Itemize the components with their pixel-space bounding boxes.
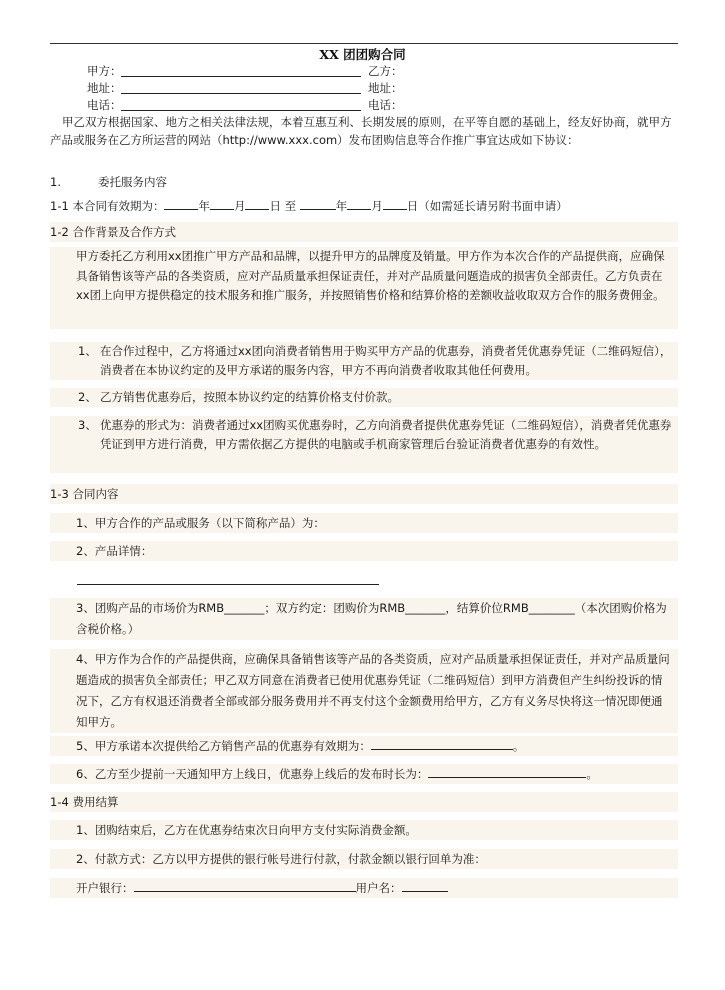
bank-label: 开户银行：	[76, 881, 134, 895]
bank-field[interactable]	[134, 879, 356, 892]
section-1-number: 1.	[50, 175, 61, 189]
party-a-row	[0, 63, 725, 79]
party-a-label: 甲方：	[87, 64, 122, 78]
intro-paragraph: 甲乙双方根据国家、地方之相关法律法规，本着互惠互利、长期发展的原则，在平等自愿的基础上，经友好协商，就甲方产品或服务在乙方所运营的网站（http://www.xxx.com）发布团购信息等合作推广事宜达成如下协议：	[50, 115, 672, 147]
list-item	[50, 416, 678, 473]
account-name-label: 用户名：	[355, 881, 402, 895]
item-number: 3、	[78, 418, 97, 432]
coupon-validity-field[interactable]	[371, 737, 513, 750]
item-number: 2、	[78, 390, 97, 404]
product-details-field[interactable]	[77, 584, 379, 585]
day-to-label: 日 至	[269, 199, 297, 213]
contract-item-3: 3、团购产品的市场价为RMB_______；双方约定：团购价为RMB_______，结算价位RMB________（本次团购价格为含税价格。）	[50, 598, 678, 640]
end-month-field[interactable]	[347, 197, 371, 210]
start-day-field[interactable]	[245, 197, 269, 210]
party-a-field[interactable]	[121, 76, 361, 77]
contract-item-1: 1、甲方合作的产品或服务（以下简称产品）为：	[50, 513, 678, 533]
month-label-2: 月	[371, 199, 383, 213]
start-month-field[interactable]	[210, 197, 234, 210]
party-b-label: 乙方：	[368, 64, 403, 78]
address-b-label: 地址：	[368, 81, 403, 95]
section-1-title: 委托服务内容	[98, 175, 167, 189]
contract-item-6	[50, 764, 678, 784]
item-text: 乙方销售优惠券后，按照本协议约定的结算价格支付价款。	[100, 390, 399, 404]
section-1-4-heading: 1-4 费用结算	[50, 792, 678, 812]
cooperation-background: 甲方委托乙方利用xx团推广甲方产品和品牌，以提升甲方的品牌度及销量。甲方作为本次合作的产品提供商，应确保具备销售该等产品的各类资质，应对产品质量承担保证责任，并对产品质量问题造成的损害负全部责任。乙方负责在xx团上向甲方提供稳定的技术服务和推广服务，并按照销售价格和结算价格的差额收益收取双方合作的服务费佣金。	[50, 247, 678, 329]
address-a-label: 地址：	[87, 81, 122, 95]
publish-duration-field[interactable]	[428, 765, 586, 778]
list-item	[50, 388, 678, 407]
coupon-validity-label: 5、甲方承诺本次提供给乙方销售产品的优惠券有效期为：	[76, 739, 371, 753]
section-1-2-heading: 1-2 合作背景及合作方式	[50, 222, 678, 242]
year-label-2: 年	[335, 199, 348, 213]
settlement-item-2: 2、付款方式：乙方以甲方提供的银行帐号进行付款，付款金额以银行回单为准：	[50, 849, 678, 869]
phone-b-label: 电话：	[368, 98, 403, 112]
item-text: 在合作过程中，乙方将通过xx团向消费者销售用于购买甲方产品的优惠券，消费者凭优惠券凭证（二维码短信），消费者在本协议约定的及甲方承诺的服务内容，甲方不再向消费者收取其他任何费用。	[100, 344, 672, 377]
settlement-item-1: 1、团购结束后，乙方在优惠券结束次日向甲方支付实际消费金额。	[50, 820, 678, 840]
year-label: 年	[198, 199, 210, 213]
period-mark: 。	[586, 767, 598, 781]
phone-a-label: 电话：	[87, 98, 122, 112]
extension-note: 日（如需延长请另附书面申请）	[406, 199, 568, 213]
account-name-field[interactable]	[402, 879, 448, 892]
validity-label: 1-1 本合同有效期为：	[50, 199, 165, 213]
section-1-3-heading: 1-3 合同内容	[50, 484, 678, 504]
address-a-field[interactable]	[121, 93, 361, 94]
end-day-field[interactable]	[383, 197, 407, 210]
bank-row	[50, 878, 678, 898]
address-row	[0, 80, 725, 96]
period-mark: 。	[512, 739, 525, 753]
end-year-field[interactable]	[300, 197, 336, 210]
publish-duration-label: 6、乙方至少提前一天通知甲方上线日，优惠券上线后的发布时长为：	[76, 767, 429, 781]
page-title: XX 团团购合同	[319, 47, 406, 62]
phone-row	[0, 97, 725, 113]
phone-a-field[interactable]	[121, 110, 361, 111]
item-number: 1、	[78, 344, 97, 358]
item-text: 优惠券的形式为：消费者通过xx团购买优惠券时，乙方向消费者提供优惠券凭证（二维码短信），消费者凭优惠券凭证到甲方进行消费，甲方需依据乙方提供的电脑或手机商家管理后台验证消费者优惠券的有效性。	[100, 418, 672, 451]
month-label: 月	[233, 199, 246, 213]
contract-item-5	[50, 736, 678, 756]
validity-row	[50, 196, 678, 216]
header-rule	[50, 43, 678, 44]
contract-item-2: 2、产品详情：	[50, 541, 678, 561]
contract-item-4: 4、甲方作为合作的产品提供商，应确保具备销售该等产品的各类资质，应对产品质量承担保证责任，并对产品质量问题造成的损害负全部责任；甲乙双方同意在消费者已使用优惠券凭证（二维码短信）到甲方消费但产生纠纷投诉的情况下，乙方有权退还消费者全部或部分服务费用并不再支付这个金额费用给甲方，乙方有义务尽快将这一情况即便通知甲方。	[50, 649, 678, 733]
list-item	[50, 342, 678, 380]
start-year-field[interactable]	[164, 197, 198, 210]
section-1-heading	[50, 172, 678, 192]
